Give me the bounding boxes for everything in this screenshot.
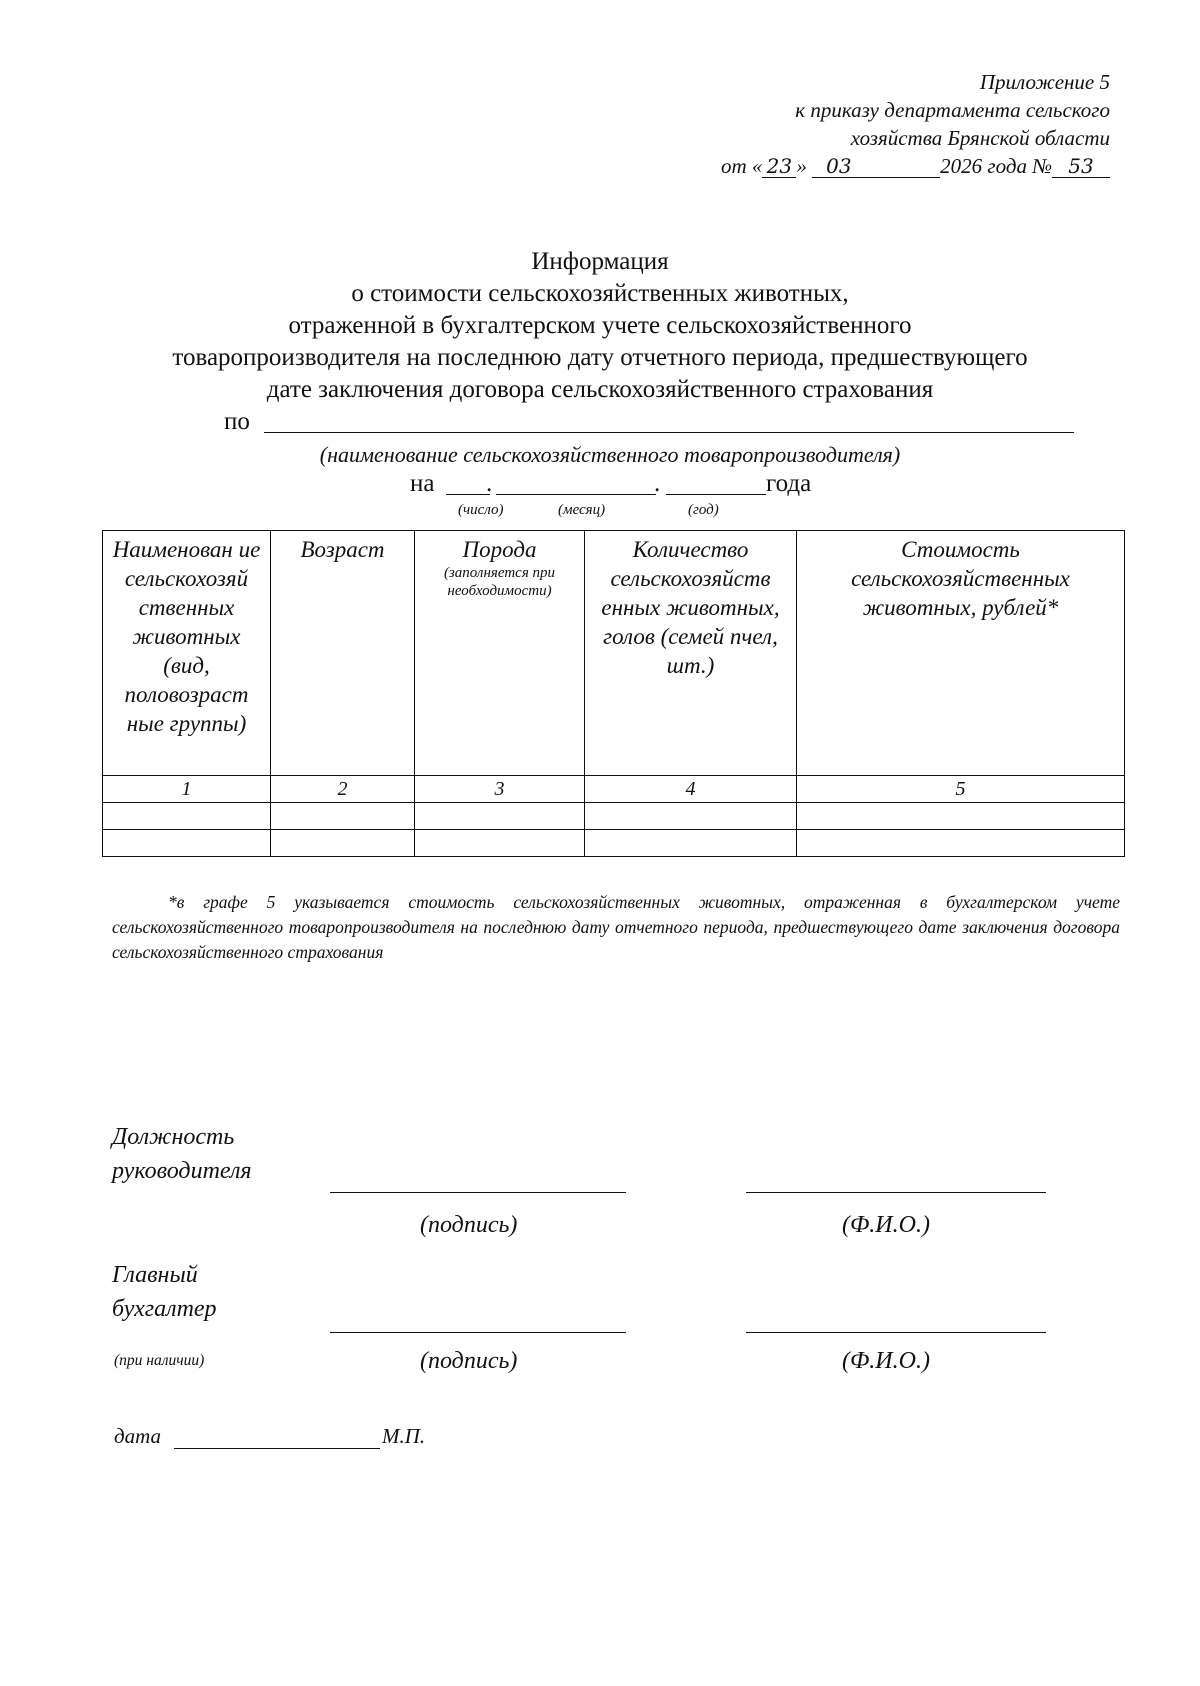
table-cell[interactable] (271, 830, 415, 857)
order-day: 23 (762, 155, 796, 178)
table-cell[interactable] (415, 830, 585, 857)
accountant-note: (при наличии) (114, 1352, 205, 1369)
table-cell[interactable] (585, 830, 797, 857)
table-header-row (103, 531, 1125, 776)
stamp-placeholder: М.П. (382, 1424, 426, 1448)
table-row (103, 803, 1125, 830)
head-fio-caption: (Ф.И.О.) (842, 1212, 930, 1238)
table-cell[interactable] (585, 803, 797, 830)
date-prefix: на (410, 470, 435, 497)
order-number: 53 (1052, 155, 1110, 178)
head-label: Должность руководителя (112, 1124, 252, 1184)
accountant-fio-caption: (Ф.И.О.) (842, 1348, 930, 1374)
table-row (103, 830, 1125, 857)
accountant-label: Главный бухгалтер (112, 1262, 217, 1322)
order-month: 03 (812, 155, 940, 178)
date-year-field[interactable] (666, 494, 766, 495)
col-number: 1 (103, 776, 271, 803)
table-number-row (103, 776, 1125, 803)
accountant-signature-field[interactable] (330, 1332, 626, 1333)
col-header-quantity: Количество сельскохозяйств енных животных, голов (семей пчел, шт.) (585, 531, 797, 776)
table-cell[interactable] (103, 803, 271, 830)
head-fio-field[interactable] (746, 1192, 1046, 1193)
col-header-age: Возраст (271, 531, 415, 776)
appendix-number: Приложение 5 (979, 70, 1110, 94)
col-number: 3 (415, 776, 585, 803)
table-cell[interactable] (103, 830, 271, 857)
date-label: дата (114, 1424, 162, 1448)
table-cell[interactable] (797, 803, 1125, 830)
producer-prefix: по (224, 408, 250, 435)
appendix-date-line: от « 23 » 03 2026 года № 53 (721, 152, 1110, 180)
table-cell[interactable] (271, 803, 415, 830)
producer-name-field[interactable] (264, 432, 1074, 433)
date-suffix: года (766, 470, 812, 497)
document-title: Информация о стоимости сельскохозяйственных животных, отраженной в бухгалтерском учете сельскохозяйственного товаропроизводителя на последнюю дату отчетного периода, предшествующего дате заключения договора сельскохозяйственного страхования (172, 248, 1028, 403)
caption-day: (число) (458, 502, 504, 518)
col-number: 5 (797, 776, 1125, 803)
appendix-order-ref: к приказу департамента сельского (795, 98, 1110, 122)
table-cell[interactable] (797, 830, 1125, 857)
accountant-signature-caption: (подпись) (420, 1348, 518, 1374)
table-cell[interactable] (415, 803, 585, 830)
head-signature-field[interactable] (330, 1192, 626, 1193)
accountant-fio-field[interactable] (746, 1332, 1046, 1333)
col-header-breed-note: (заполняется при необходимости) (443, 565, 556, 599)
date-day-field[interactable] (446, 494, 490, 495)
order-year-text: 2026 года № (940, 154, 1052, 178)
producer-caption: (наименование сельскохозяйственного товаропроизводителя) (319, 442, 901, 467)
appendix-department: хозяйства Брянской области (850, 126, 1110, 150)
appendix-header (721, 68, 1110, 180)
col-header-breed: Порода (заполняется при необходимости) (415, 531, 585, 776)
date-month-field[interactable] (496, 494, 656, 495)
col-header-cost: Стоимость сельскохозяйственных животных, рублей* (797, 531, 1125, 776)
col-header-animal-name: Наименован ие сельскохозяй ственных животных (вид, половозраст ные группы) (103, 531, 271, 776)
signing-date-field[interactable] (174, 1448, 380, 1449)
head-signature-caption: (подпись) (420, 1212, 518, 1238)
caption-year: (год) (688, 502, 719, 518)
col-number: 2 (271, 776, 415, 803)
col-number: 4 (585, 776, 797, 803)
livestock-table (102, 530, 1125, 857)
caption-month: (месяц) (558, 502, 606, 518)
footnote: *в графе 5 указывается стоимость сельскохозяйственных животных, отраженная в бухгалтерском учете сельскохозяйственного товаропроизводителя на последнюю дату отчетного периода, предшествующего дате заключения договора сельскохозяйственного страхования (112, 892, 1120, 962)
